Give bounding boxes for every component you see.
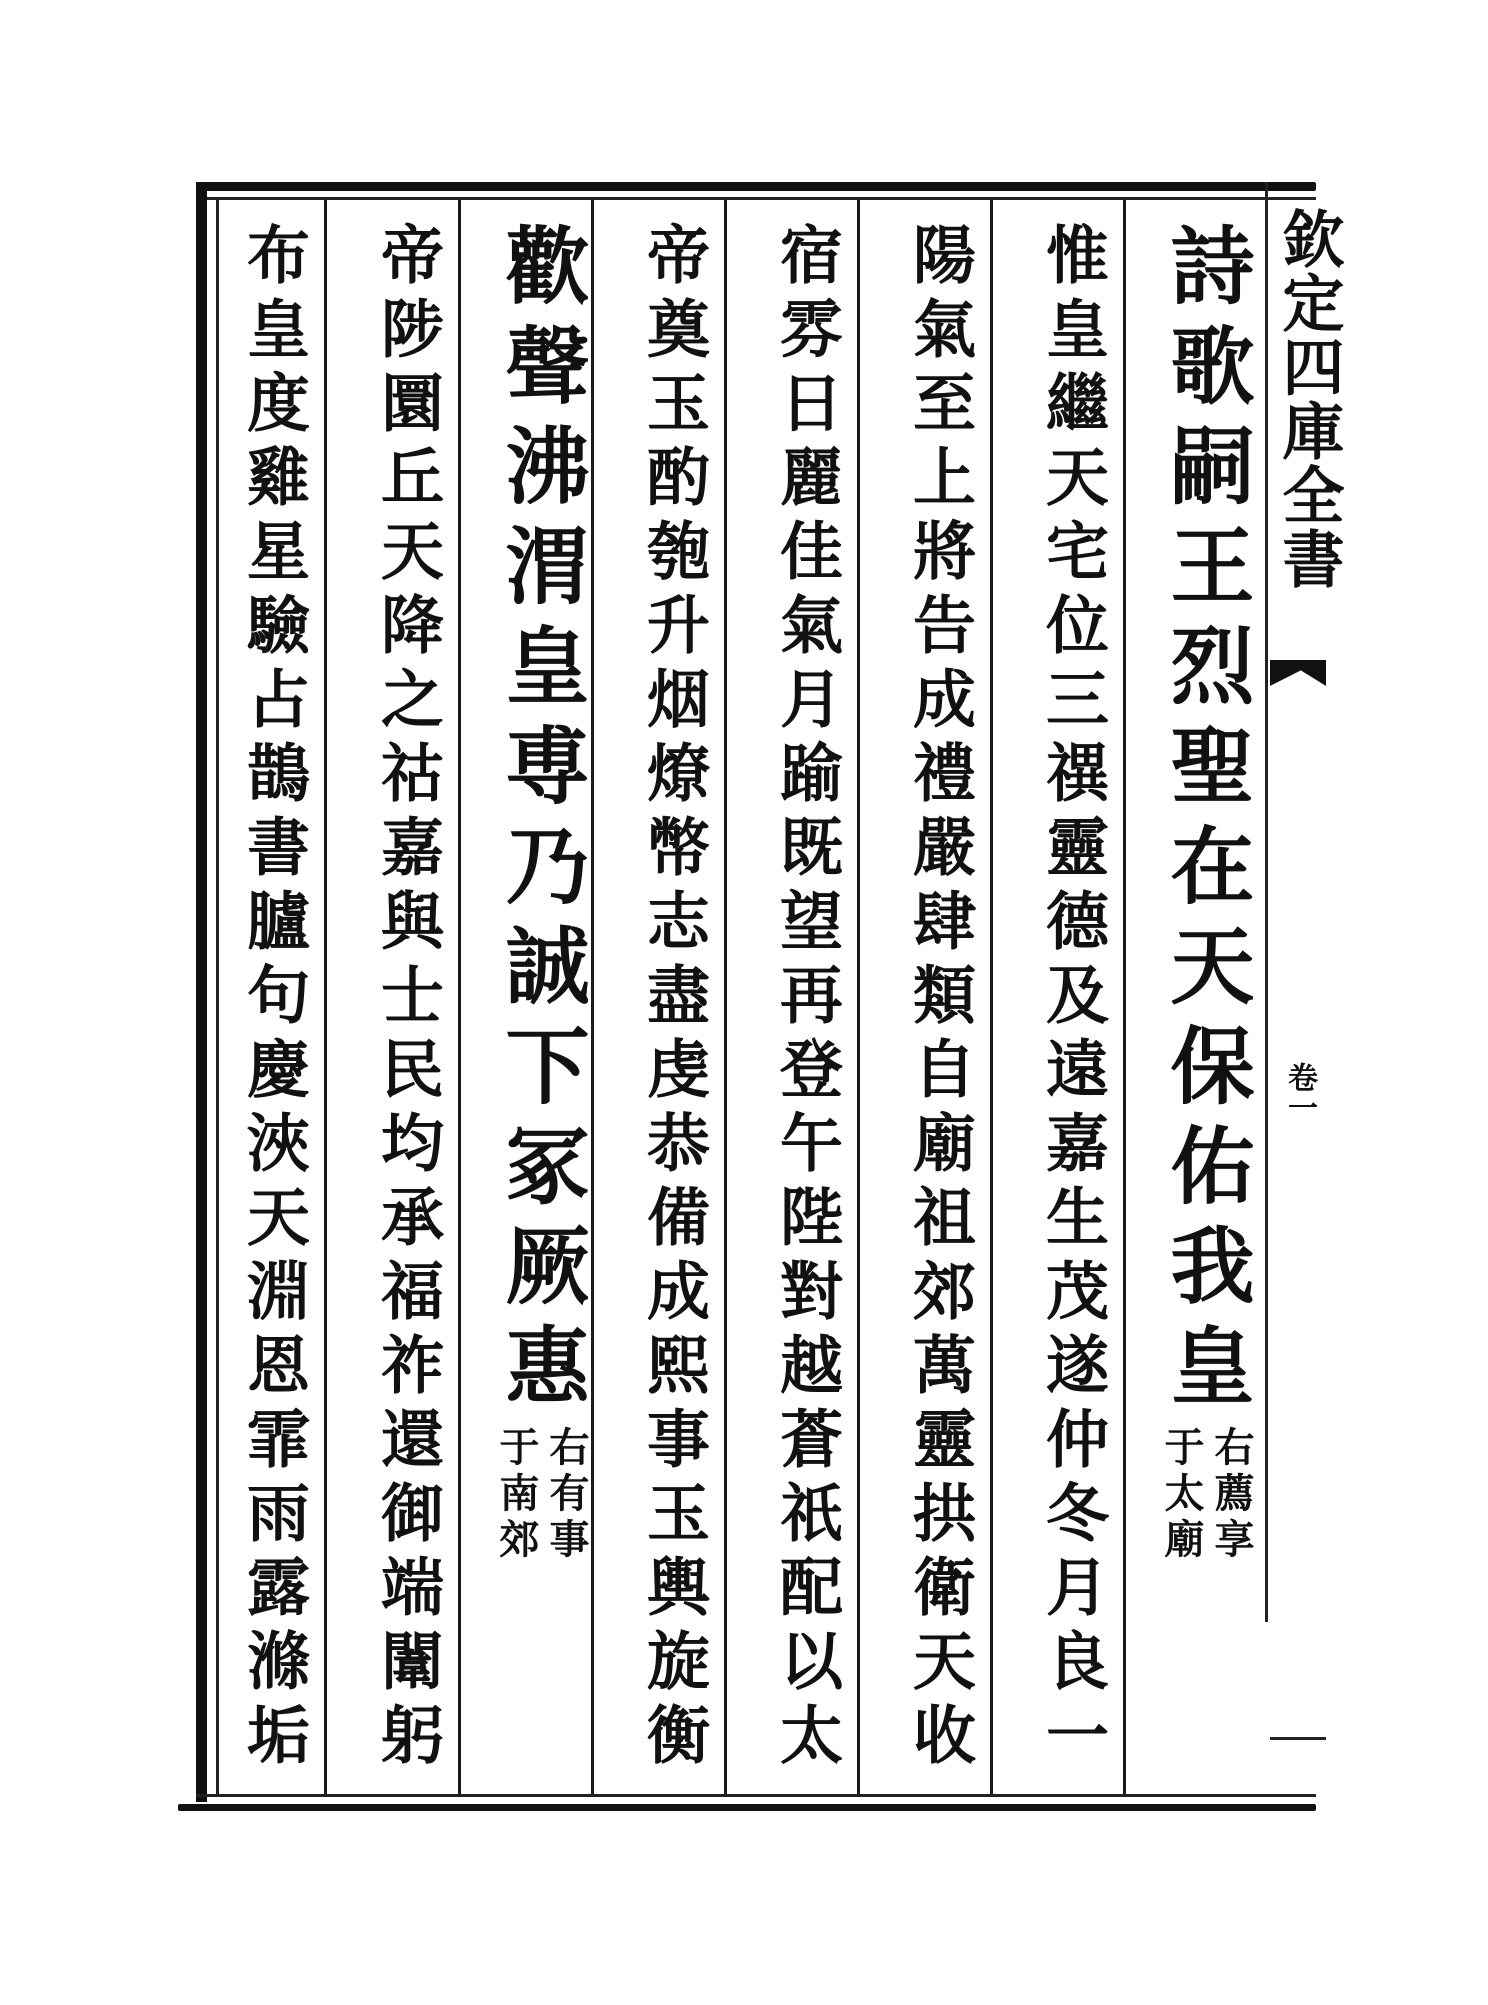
text-column-3 bbox=[880, 222, 1000, 1782]
note-line: 右有事 bbox=[543, 1426, 590, 1564]
fishtail-mark bbox=[1270, 660, 1326, 686]
column-note bbox=[1159, 1426, 1253, 1564]
text-column-6 bbox=[481, 222, 601, 1782]
frame-top-inner-border bbox=[196, 197, 1316, 200]
column-main-text: 歡聲沸渭皇尃乃誠下冢厥惠 bbox=[492, 222, 591, 1422]
note-line: 于南郊 bbox=[493, 1426, 540, 1564]
text-column-7 bbox=[348, 222, 468, 1782]
text-column-8 bbox=[214, 222, 334, 1782]
note-line: 于太廟 bbox=[1158, 1426, 1205, 1564]
column-main-text: 詩歌嗣王烈聖在天保佑我皇 bbox=[1157, 222, 1256, 1422]
page-frame bbox=[196, 182, 1316, 1817]
frame-left-border bbox=[196, 182, 207, 1802]
note-line: 右薦享 bbox=[1208, 1426, 1255, 1564]
text-column-5 bbox=[614, 222, 734, 1782]
text-column-2 bbox=[1013, 222, 1133, 1782]
text-column-4 bbox=[747, 222, 867, 1782]
column-main-text: 宿雰日麗佳氣月踰既望再登午陛對越蒼祇配以太 bbox=[770, 222, 844, 1776]
frame-bottom-inner-border bbox=[196, 1794, 1316, 1797]
column-main-text: 布皇度雞星驗占鵲書臚句慶浹天淵恩霏雨露滌垢 bbox=[237, 222, 311, 1776]
column-main-text: 惟皇繼天宅位三禩靈德及遠嘉生茂遂仲冬月良一 bbox=[1036, 222, 1110, 1776]
frame-top-border bbox=[196, 182, 1316, 191]
spine-title: 欽定四庫全書 bbox=[1272, 207, 1345, 591]
column-note bbox=[494, 1426, 588, 1564]
column-main-text: 帝陟圜丘天降之祜嘉與士民均承福祚還御端闈躬 bbox=[371, 222, 445, 1776]
frame-bottom-border bbox=[178, 1804, 1316, 1811]
column-main-text: 帝奠玉酌匏升烟燎幣志盡虔恭備成熙事玉輿旋衡 bbox=[637, 222, 711, 1776]
spine-lower-rule bbox=[1270, 1737, 1326, 1740]
book-spine-margin bbox=[1265, 182, 1345, 1622]
column-main-text: 陽氣至上將告成禮嚴肆類自廟祖郊萬靈拱衛天收 bbox=[903, 222, 977, 1776]
spine-volume-label: 卷一 bbox=[1282, 1062, 1317, 1122]
text-column-1 bbox=[1146, 222, 1266, 1782]
